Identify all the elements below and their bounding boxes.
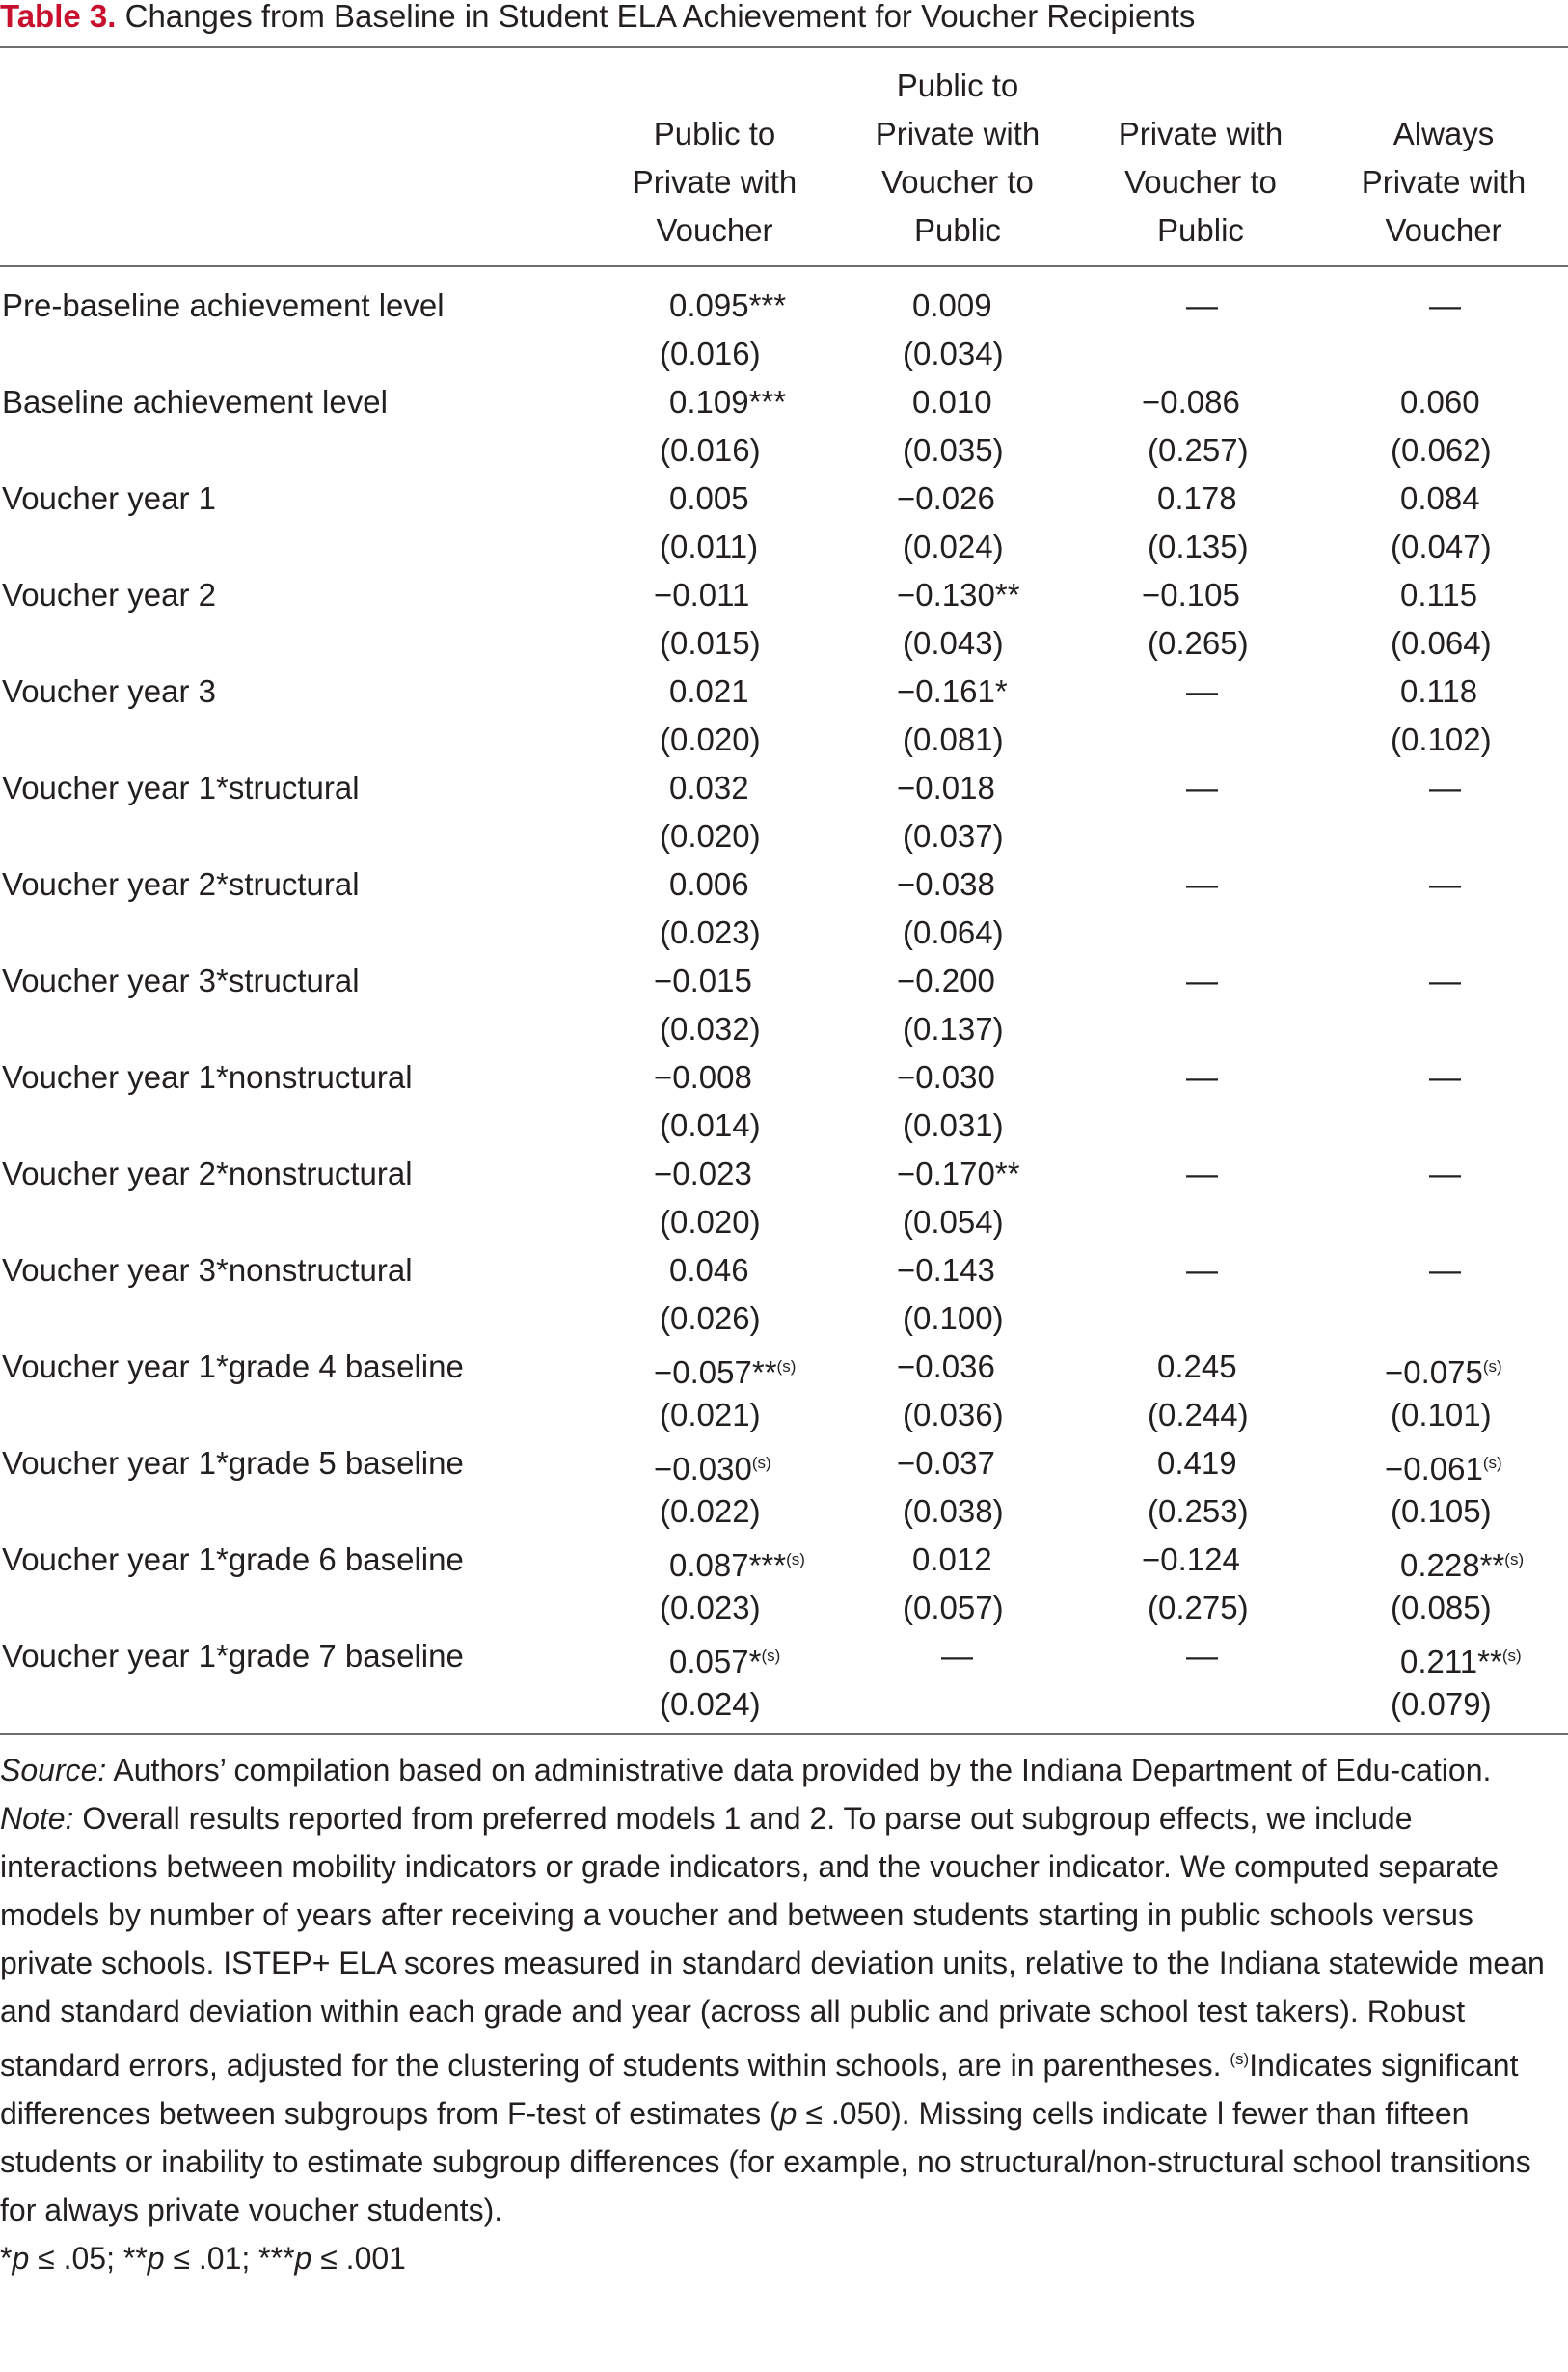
table-row <box>0 282 1568 378</box>
cell-estimate <box>897 1246 995 1295</box>
cell-estimate <box>654 957 752 1005</box>
estimate-value: — <box>1186 673 1218 709</box>
estimate-value: 0.032 <box>669 770 749 805</box>
estimate-value: 0.211 <box>1400 1644 1478 1679</box>
source-label: Source: <box>0 1753 107 1787</box>
standard-error: (0.244) <box>1148 1397 1249 1432</box>
table-row <box>0 957 1568 1053</box>
estimate-value: — <box>1429 287 1461 323</box>
subgroup-difference-marker: (s) <box>1504 1550 1525 1568</box>
note-text: Overall results reported from preferred models 1 and 2. To parse out subgroup effects, we include interactions between mobility indicators or grade indicators, and the voucher indicator. We computed separate models by number of years after receiving a voucher and between students starting in public schools versus private schools. ISTEP+ ELA scores measured in standard deviation units, relative to the Indiana statewide mean and standard deviation within each grade and year (across all public and private school test takers). Robust standard errors, adjusted for the clustering of students within schools, are in parentheses. <box>0 1801 1545 2083</box>
bottom-rule <box>0 1733 1568 1735</box>
cell-estimate <box>1429 957 1461 1005</box>
standard-error: (0.054) <box>903 1204 1004 1240</box>
standard-error: (0.026) <box>660 1300 761 1336</box>
cell-estimate <box>912 282 992 330</box>
row-label: Voucher year 1*grade 6 baseline <box>2 1541 464 1577</box>
significance-stars: * <box>748 1644 762 1679</box>
standard-error: (0.043) <box>903 625 1004 661</box>
column-header-line: Voucher <box>656 212 773 248</box>
standard-error: (0.038) <box>903 1493 1004 1529</box>
row-label: Voucher year 1*grade 4 baseline <box>2 1349 464 1384</box>
cell-estimate <box>1385 1343 1502 1397</box>
standard-error: (0.020) <box>660 818 761 854</box>
cell-estimate <box>912 378 992 426</box>
standard-error: (0.023) <box>660 914 761 950</box>
table-caption <box>0 0 1195 33</box>
cell-estimate <box>669 378 786 426</box>
estimate-value: 0.009 <box>912 287 992 323</box>
cell-estimate <box>897 1053 995 1102</box>
cell-estimate <box>669 860 749 909</box>
cell-estimate <box>1186 282 1218 330</box>
estimate-value: — <box>1186 770 1218 805</box>
estimate-value: −0.124 <box>1142 1541 1240 1577</box>
standard-error: (0.034) <box>903 336 1004 371</box>
standard-error: (0.035) <box>903 432 1004 468</box>
cell-estimate <box>1157 475 1237 523</box>
cell-estimate <box>1400 571 1477 619</box>
standard-error: (0.081) <box>903 722 1004 757</box>
estimate-value: — <box>1186 1252 1218 1288</box>
standard-error: (0.057) <box>903 1590 1004 1625</box>
standard-error: (0.253) <box>1148 1493 1249 1529</box>
estimate-value: −0.008 <box>654 1059 752 1095</box>
table-row <box>0 764 1568 860</box>
column-header-line: Public to <box>653 116 776 151</box>
significance-legend-part: ≤ .01; *** <box>164 2241 295 2276</box>
estimate-value: −0.161 <box>897 673 995 709</box>
cell-estimate <box>669 1536 805 1590</box>
column-header-line: Public <box>914 212 1001 248</box>
source-text: Authors’ compilation based on administrative data provided by the Indiana Department of Edu-cation. <box>106 1753 1492 1787</box>
cell-estimate <box>1429 860 1461 909</box>
standard-error: (0.135) <box>1148 529 1249 564</box>
column-header-line: Private with <box>1361 164 1527 200</box>
standard-error: (0.100) <box>903 1300 1004 1336</box>
header-rule <box>0 265 1568 267</box>
estimate-value: — <box>1186 866 1218 902</box>
standard-error: (0.047) <box>1391 529 1492 564</box>
estimate-value: 0.060 <box>1400 384 1480 420</box>
cell-estimate <box>897 1343 995 1391</box>
cell-estimate <box>1400 668 1477 716</box>
table-row <box>0 1246 1568 1343</box>
significance-stars: ** <box>1477 1644 1502 1679</box>
significance-legend-part: p <box>294 2241 312 2276</box>
estimate-value: 0.245 <box>1157 1349 1237 1384</box>
note-superscript: (s) <box>1230 2050 1250 2068</box>
cell-estimate <box>1186 860 1218 909</box>
cell-estimate <box>1400 378 1480 426</box>
estimate-value: −0.011 <box>654 577 750 613</box>
estimate-value: 0.228 <box>1400 1547 1480 1583</box>
estimate-value: −0.170 <box>897 1156 995 1191</box>
estimate-value: — <box>1186 963 1218 998</box>
column-header-2 <box>837 62 1078 255</box>
estimate-value: −0.105 <box>1142 577 1240 613</box>
general-note <box>0 1794 1564 2234</box>
standard-error: (0.020) <box>660 722 761 757</box>
cell-estimate <box>897 957 995 1005</box>
estimate-value: — <box>1429 1252 1461 1288</box>
estimate-value: −0.037 <box>897 1445 995 1481</box>
row-label: Voucher year 1 <box>2 480 216 516</box>
subgroup-difference-marker: (s) <box>1501 1647 1522 1665</box>
estimate-value: 0.118 <box>1400 673 1478 709</box>
estimate-value: −0.057 <box>654 1354 752 1390</box>
cell-estimate <box>669 1246 749 1295</box>
table-row <box>0 475 1568 571</box>
source-note <box>0 1746 1564 1794</box>
cell-estimate <box>1385 1439 1502 1493</box>
cell-estimate <box>1429 1053 1461 1102</box>
significance-legend-part: p <box>12 2241 30 2276</box>
table-row <box>0 1053 1568 1150</box>
standard-error: (0.032) <box>660 1011 761 1047</box>
estimate-value: −0.036 <box>897 1349 995 1384</box>
estimate-value: 0.006 <box>669 866 749 902</box>
significance-stars: *** <box>748 287 787 323</box>
estimate-value: 0.046 <box>669 1252 749 1288</box>
cell-estimate <box>1157 1439 1237 1487</box>
cell-estimate <box>1186 957 1218 1005</box>
estimate-value: −0.018 <box>897 770 995 805</box>
table-row <box>0 1632 1568 1729</box>
table-row <box>0 1439 1568 1536</box>
estimate-value: −0.015 <box>654 963 752 998</box>
cell-estimate <box>1186 1150 1218 1198</box>
cell-estimate <box>654 1150 752 1198</box>
column-header-4 <box>1323 62 1564 255</box>
estimate-value: — <box>1186 1059 1218 1095</box>
subgroup-difference-marker: (s) <box>786 1550 805 1568</box>
cell-estimate <box>1429 764 1461 812</box>
estimate-value: — <box>1186 287 1218 323</box>
cell-estimate <box>941 1632 973 1680</box>
significance-stars: *** <box>748 1547 787 1583</box>
estimate-value: −0.030 <box>897 1059 995 1095</box>
cell-estimate <box>1400 1536 1524 1590</box>
column-header-line: Voucher to <box>1124 164 1277 200</box>
note-text-3: ≤ .050). Missing cells indicate l fewer than fifteen students or inability to estimate subgroup differences (for example, no structural/non-structural school transitions for always private voucher students). <box>0 2096 1531 2227</box>
cell-estimate <box>1142 378 1240 426</box>
table-title: Changes from Baseline in Student ELA Achievement for Voucher Recipients <box>116 0 1196 34</box>
table-row <box>0 860 1568 957</box>
estimate-value: −0.030 <box>654 1451 752 1486</box>
standard-error: (0.022) <box>660 1493 761 1529</box>
column-header-line: Always <box>1392 116 1495 151</box>
column-header-line: Voucher to <box>881 164 1034 200</box>
standard-error: (0.011) <box>660 529 759 564</box>
estimate-value: — <box>1429 963 1461 998</box>
cell-estimate <box>1429 1150 1461 1198</box>
table-row <box>0 668 1568 764</box>
estimate-value: — <box>1429 1059 1461 1095</box>
standard-error: (0.037) <box>903 818 1004 854</box>
subgroup-difference-marker: (s) <box>1482 1454 1502 1472</box>
row-label: Voucher year 1*grade 5 baseline <box>2 1445 464 1481</box>
subgroup-difference-marker: (s) <box>776 1357 797 1376</box>
significance-legend-part: ≤ .05; ** <box>29 2241 148 2276</box>
estimate-value: 0.012 <box>912 1541 992 1577</box>
estimate-value: 0.087 <box>669 1547 749 1583</box>
table-row <box>0 571 1568 668</box>
standard-error: (0.064) <box>903 914 1004 950</box>
estimate-value: −0.026 <box>897 480 995 516</box>
row-label: Voucher year 2 <box>2 577 216 613</box>
row-label: Voucher year 3*structural <box>2 963 360 998</box>
column-header-line: Private with <box>875 116 1041 151</box>
row-label: Voucher year 2*structural <box>2 866 360 902</box>
row-label: Voucher year 3 <box>2 673 216 709</box>
standard-error: (0.021) <box>660 1397 761 1432</box>
standard-error: (0.102) <box>1391 722 1492 757</box>
cell-estimate <box>1157 1343 1237 1391</box>
column-header-line: Private with <box>632 164 798 200</box>
cell-estimate <box>1186 1053 1218 1102</box>
significance-legend-part: ≤ .001 <box>311 2241 406 2276</box>
standard-error: (0.064) <box>1391 625 1492 661</box>
estimate-value: 0.115 <box>1400 577 1478 613</box>
cell-estimate <box>669 1632 780 1686</box>
table-number: Table 3. <box>0 0 117 34</box>
standard-error: (0.023) <box>660 1590 761 1625</box>
standard-error: (0.105) <box>1391 1493 1492 1529</box>
cell-estimate <box>897 860 995 909</box>
subgroup-difference-marker: (s) <box>761 1647 781 1665</box>
top-rule <box>0 46 1568 48</box>
estimate-value: 0.057 <box>669 1644 749 1679</box>
cell-estimate <box>654 1343 796 1397</box>
cell-estimate <box>897 764 995 812</box>
column-header-line: Public to <box>896 68 1019 103</box>
cell-estimate <box>1400 475 1480 523</box>
cell-estimate <box>912 1536 992 1584</box>
standard-error: (0.031) <box>903 1107 1004 1143</box>
standard-error: (0.024) <box>903 529 1004 564</box>
standard-error: (0.016) <box>660 432 761 468</box>
note-text-2: Indicates significant differences between subgroups from F-test of estimates ( <box>0 2048 1519 2131</box>
significance-stars: ** <box>994 1156 1020 1191</box>
cell-estimate <box>1400 1632 1522 1686</box>
estimate-value: 0.084 <box>1400 480 1480 516</box>
estimate-value: 0.095 <box>669 287 749 323</box>
standard-error: (0.257) <box>1148 432 1249 468</box>
cell-estimate <box>1142 1536 1240 1584</box>
table-row <box>0 1150 1568 1246</box>
column-header-1 <box>594 62 835 255</box>
estimate-value: — <box>1186 1156 1218 1191</box>
cell-estimate <box>1186 1632 1218 1680</box>
row-label: Voucher year 1*structural <box>2 770 360 805</box>
significance-stars: * <box>994 673 1008 709</box>
significance-stars: ** <box>994 577 1020 613</box>
standard-error: (0.016) <box>660 336 761 371</box>
estimate-value: 0.178 <box>1157 480 1237 516</box>
estimate-value: — <box>1429 866 1461 902</box>
column-header-line: Public <box>1157 212 1244 248</box>
estimate-value: −0.086 <box>1142 384 1240 420</box>
significance-stars: ** <box>1479 1547 1505 1583</box>
row-label: Voucher year 1*nonstructural <box>2 1059 413 1095</box>
cell-estimate <box>654 1439 771 1493</box>
estimate-value: — <box>1429 770 1461 805</box>
cell-estimate <box>669 668 749 716</box>
column-header-line: Private with <box>1118 116 1284 151</box>
estimate-value: 0.010 <box>912 384 992 420</box>
cell-estimate <box>654 1053 752 1102</box>
standard-error: (0.062) <box>1391 432 1492 468</box>
standard-error: (0.015) <box>660 625 761 661</box>
column-header-line: Voucher <box>1385 212 1502 248</box>
significance-stars: ** <box>751 1354 777 1390</box>
significance-legend-part: p <box>147 2241 165 2276</box>
table-notes <box>0 1746 1564 2282</box>
estimate-value: −0.023 <box>654 1156 752 1191</box>
standard-error: (0.101) <box>1391 1397 1492 1432</box>
cell-estimate <box>897 668 1008 716</box>
column-header-3 <box>1080 62 1321 255</box>
estimate-value: 0.005 <box>669 480 749 516</box>
subgroup-difference-marker: (s) <box>751 1454 771 1472</box>
cell-estimate <box>654 571 749 619</box>
standard-error: (0.265) <box>1148 625 1249 661</box>
row-label: Pre-baseline achievement level <box>2 287 445 323</box>
standard-error: (0.014) <box>660 1107 761 1143</box>
cell-estimate <box>1186 764 1218 812</box>
estimate-value: 0.021 <box>669 673 749 709</box>
estimate-value: −0.061 <box>1385 1451 1483 1486</box>
estimate-value: — <box>941 1638 973 1674</box>
table-row <box>0 378 1568 475</box>
cell-estimate <box>1186 1246 1218 1295</box>
estimate-value: −0.200 <box>897 963 995 998</box>
estimate-value: −0.130 <box>897 577 995 613</box>
row-label: Voucher year 2*nonstructural <box>2 1156 413 1191</box>
significance-stars: *** <box>748 384 787 420</box>
cell-estimate <box>1186 668 1218 716</box>
cell-estimate <box>897 571 1020 619</box>
standard-error: (0.085) <box>1391 1590 1492 1625</box>
cell-estimate <box>669 282 786 330</box>
table-row <box>0 1343 1568 1439</box>
standard-error: (0.079) <box>1391 1686 1492 1722</box>
row-label: Voucher year 3*nonstructural <box>2 1252 413 1288</box>
note-p: p <box>779 2096 798 2131</box>
standard-error: (0.137) <box>903 1011 1004 1047</box>
cell-estimate <box>1429 1246 1461 1295</box>
estimate-value: 0.419 <box>1157 1445 1237 1481</box>
estimate-value: −0.075 <box>1385 1354 1483 1390</box>
cell-estimate <box>897 1150 1020 1198</box>
estimate-value: — <box>1186 1638 1218 1674</box>
cell-estimate <box>669 475 749 523</box>
significance-legend-part: * <box>0 2241 13 2276</box>
table-row <box>0 1536 1568 1632</box>
estimate-value: — <box>1429 1156 1461 1191</box>
note-label: Note: <box>0 1801 74 1836</box>
estimate-value: −0.143 <box>897 1252 995 1288</box>
row-label: Voucher year 1*grade 7 baseline <box>2 1638 464 1674</box>
estimate-value: 0.109 <box>669 384 749 420</box>
row-label: Baseline achievement level <box>2 384 388 420</box>
subgroup-difference-marker: (s) <box>1482 1357 1502 1376</box>
standard-error: (0.036) <box>903 1397 1004 1432</box>
standard-error: (0.275) <box>1148 1590 1249 1625</box>
significance-legend <box>0 2234 1564 2282</box>
standard-error: (0.024) <box>660 1686 761 1722</box>
estimate-value: −0.038 <box>897 866 995 902</box>
standard-error: (0.020) <box>660 1204 761 1240</box>
cell-estimate <box>669 764 749 812</box>
cell-estimate <box>1429 282 1461 330</box>
cell-estimate <box>897 1439 995 1487</box>
cell-estimate <box>1142 571 1240 619</box>
cell-estimate <box>897 475 995 523</box>
